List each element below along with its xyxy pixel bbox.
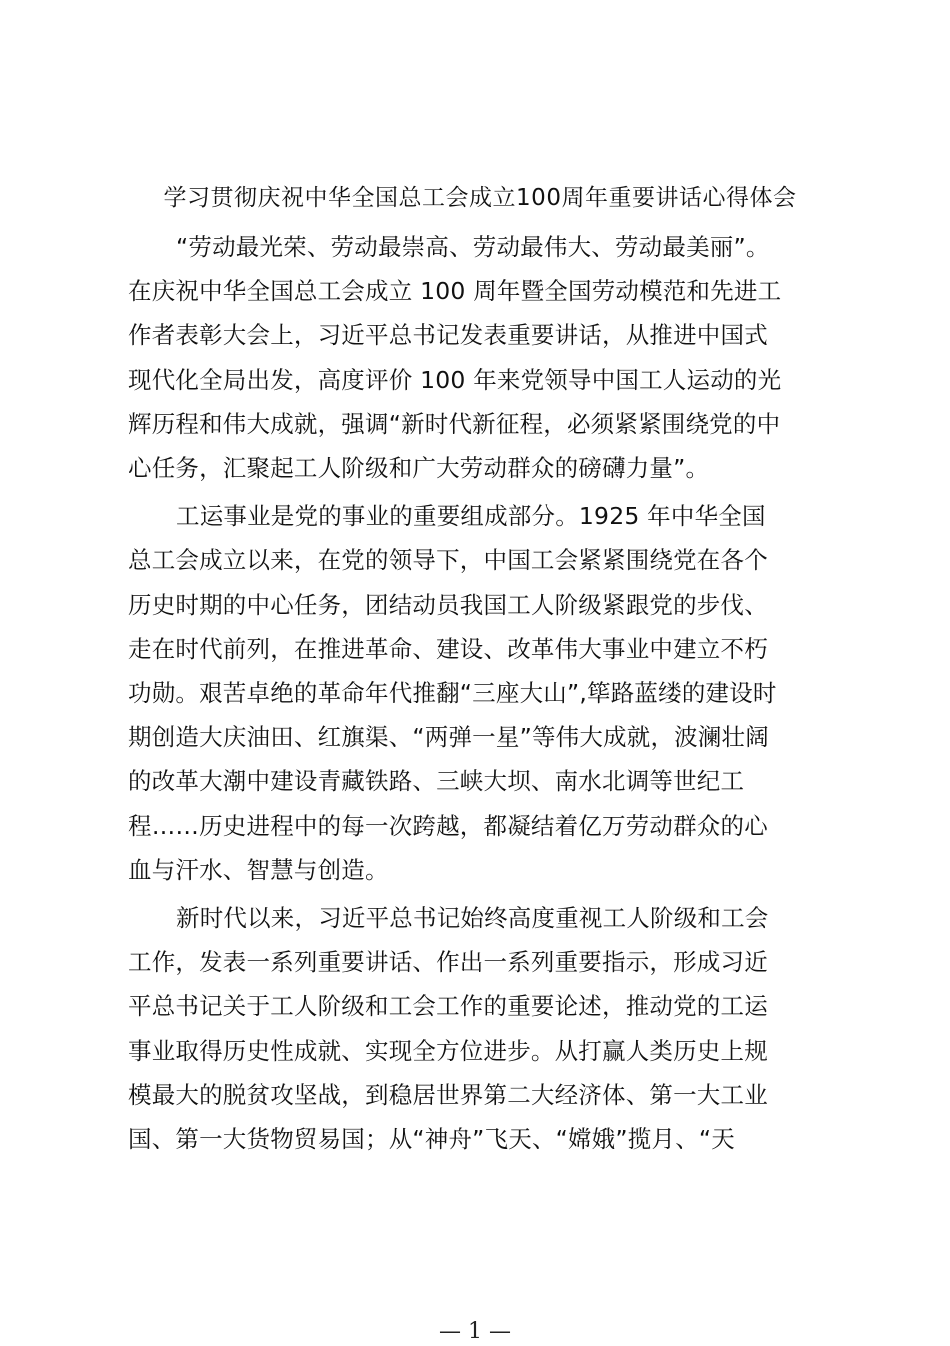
paragraph-line: 新时代以来，习近平总书记始终高度重视工人阶级和工会 (176, 904, 769, 933)
paragraph-line: 历史时期的中心任务，团结动员我国工人阶级紧跟党的步伐、 (128, 590, 768, 619)
paragraph-line: 走在时代前列，在推进革命、建设、改革伟大事业中建立不朽 (128, 634, 768, 663)
paragraph-line: 功勋。艰苦卓绝的革命年代推翻“三座大山”,筚路蓝缕的建设时 (128, 679, 777, 708)
paragraph-line: 心任务，汇聚起工人阶级和广大劳动群众的磅礴力量”。 (128, 454, 710, 483)
paragraph-line: 程……历史进程中的每一次跨越，都凝结着亿万劳动群众的心 (128, 811, 768, 840)
paragraph-line: 工运事业是党的事业的重要组成部分。1925 年中华全国 (176, 502, 766, 531)
paragraph-line: 平总书记关于工人阶级和工会工作的重要论述，推动党的工运 (128, 992, 768, 1021)
paragraph-2 (128, 494, 840, 892)
paragraph-line: 工作，发表一系列重要讲话、作出一系列重要指示，形成习近 (128, 948, 768, 977)
document-body (128, 225, 840, 1165)
paragraph-line: 的改革大潮中建设青藏铁路、三峡大坝、南水北调等世纪工 (128, 767, 745, 796)
paragraph-line: 国、第一大货物贸易国；从“神舟”飞天、“嫦娥”揽月、“天 (128, 1125, 735, 1154)
paragraph-line: 模最大的脱贫攻坚战，到稳居世界第二大经济体、第一大工业 (128, 1080, 768, 1109)
page-number: — 1 — (439, 1319, 511, 1344)
document-title: 学习贯彻庆祝中华全国总工会成立100周年重要讲话心得体会 (163, 185, 797, 211)
paragraph-line: 在庆祝中华全国总工会成立 100 周年暨全国劳动模范和先进工 (128, 277, 782, 306)
paragraph-line: 现代化全局出发，高度评价 100 年来党领导中国工人运动的光 (128, 365, 782, 394)
paragraph-line: 血与汗水、智慧与创造。 (128, 855, 389, 884)
paragraph-line: “劳动最光荣、劳动最崇高、劳动最伟大、劳动最美丽”。 (176, 233, 770, 261)
paragraph-3 (128, 896, 840, 1161)
paragraph-line: 事业取得历史性成就、实现全方位进步。从打赢人类历史上规 (128, 1036, 768, 1065)
paragraph-line: 辉历程和伟大成就，强调“新时代新征程，必须紧紧围绕党的中 (128, 409, 781, 438)
paragraph-line: 作者表彰大会上，习近平总书记发表重要讲话，从推进中国式 (128, 321, 768, 350)
paragraph-1 (128, 225, 840, 490)
paragraph-line: 期创造大庆油田、红旗渠、“两弹一星”等伟大成就，波澜壮阔 (128, 723, 769, 752)
paragraph-line: 总工会成立以来，在党的领导下，中国工会紧紧围绕党在各个 (128, 546, 768, 575)
